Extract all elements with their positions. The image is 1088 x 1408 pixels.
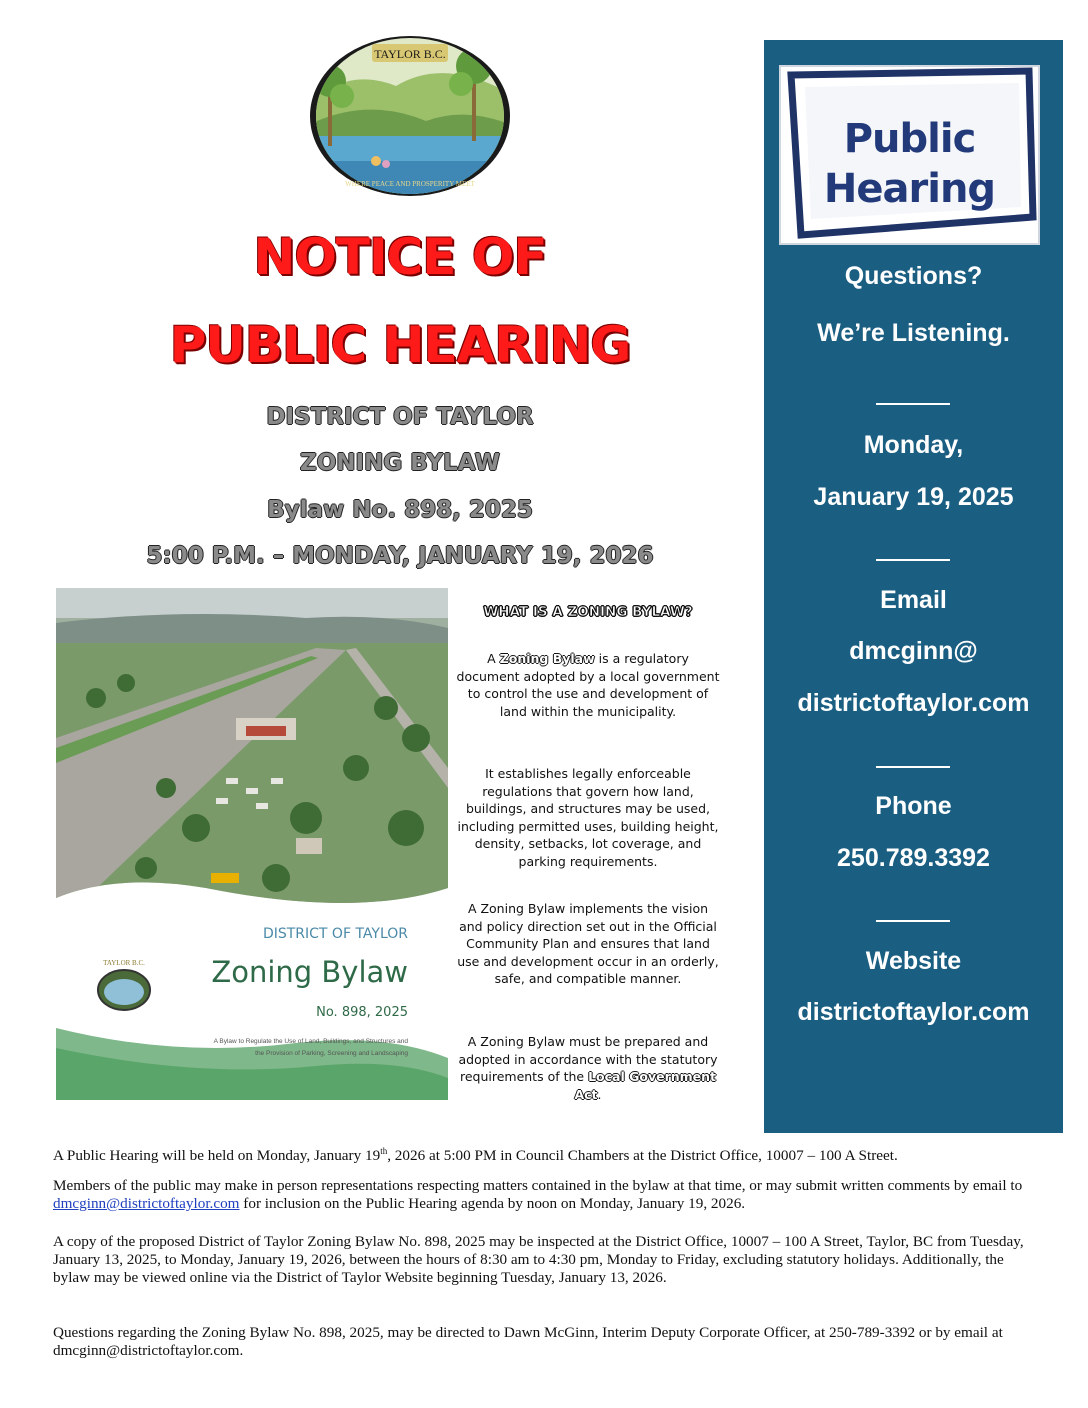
article-title: WHAT IS A ZONING BYLAW? — [483, 604, 693, 620]
zoning-bylaw-term: Zoning Bylaw — [499, 651, 595, 666]
divider — [876, 766, 950, 768]
card-line-hearing: Hearing — [823, 166, 996, 212]
body-paragraph-1: A Public Hearing will be held on Monday, January 19th, 2026 at 5:00 PM in Council Chambers at the District Office, 10007 – 100 A Street. — [53, 1146, 898, 1165]
public-hearing-card — [779, 65, 1040, 245]
article-paragraph-3: A Zoning Bylaw implements the vision and policy direction set out in the Official Community Plan and ensures that land use and development occur in an orderly, safe, and compatible manner. — [457, 901, 719, 986]
headline-line-2: PUBLIC HEARING — [169, 316, 631, 374]
body-paragraph-2: Members of the public may make in person representations respecting matters contained in the bylaw at that time, or may submit written comments by email to dmcginn@districtoftaylor.com for inclusion on the Public Hearing agenda by noon on Monday, January 19, 2026. — [53, 1177, 1023, 1212]
cover-logo-text: TAYLOR B.C. — [103, 959, 145, 967]
sidebar-day: Monday, — [863, 431, 964, 459]
email-link[interactable]: dmcginn@districtoftaylor.com — [53, 1195, 240, 1212]
hearing-time-heading: 5:00 P.M. – MONDAY, JANUARY 19, 2026 — [146, 543, 654, 569]
taylor-logo — [306, 26, 514, 196]
sidebar-email-user: dmcginn@ — [849, 637, 978, 665]
divider — [876, 920, 950, 922]
sidebar-phone: 250.789.3392 — [837, 844, 990, 872]
sidebar-email-domain: districtoftaylor.com — [797, 689, 1030, 717]
cover-tagline-1: A Bylaw to Regulate the Use of Land, Buildings, and Structures and — [213, 1038, 408, 1045]
article-paragraph-1: A Zoning Bylaw is a regulatory document adopted by a local government to control the use and development of land within the municipality. — [456, 651, 720, 719]
divider — [876, 403, 950, 405]
headline-line-1: NOTICE OF — [253, 228, 547, 286]
cover-number: No. 898, 2025 — [316, 1005, 408, 1020]
article-paragraph-2: It establishes legally enforceable regulations that govern how land, buildings, and structures may be used, including permitted uses, building height, density, setbacks, lot coverage, and parking requirements. — [457, 766, 719, 869]
article-paragraph-4: A Zoning Bylaw must be prepared and adopted in accordance with the statutory requirements of the Local Government Act. — [458, 1034, 718, 1102]
sidebar-website: districtoftaylor.com — [797, 998, 1030, 1026]
logo-text-top: TAYLOR B.C. — [374, 47, 446, 61]
sidebar-website-label: Website — [865, 947, 962, 975]
cover-district: DISTRICT OF TAYLOR — [262, 926, 408, 942]
body-paragraph-3: A copy of the proposed District of Taylor Zoning Bylaw No. 898, 2025 may be inspected at the District Office, 10007 – 100 A Street, Taylor, BC from Tuesday, January 13, 2025, to Monday, January 19, 2026, between the hours of 8:30 am to 4:30 pm, Monday to Friday, excluding statutory holidays. Additionally, the bylaw may be viewed online via the District of Taylor Website beginning Tuesday, January 13, 2026. — [53, 1233, 1024, 1286]
sidebar-questions: Questions? — [844, 262, 983, 290]
cover-title: Zoning Bylaw — [211, 955, 408, 989]
sidebar-phone-label: Phone — [875, 792, 952, 820]
cover-tagline-2: the Provision of Parking, Screening and Landscaping — [255, 1050, 408, 1057]
logo-text-bottom: WHERE PEACE AND PROSPERITY MEET — [345, 180, 475, 188]
sidebar-listening: We’re Listening. — [817, 319, 1010, 347]
sidebar-date: January 19, 2025 — [813, 483, 1014, 511]
body-paragraph-4: Questions regarding the Zoning Bylaw No. 898, 2025, may be directed to Dawn McGinn, Interim Deputy Corporate Officer, at 250-789-3392 or by email at dmcginn@districtoftaylor.com. — [53, 1324, 1003, 1359]
district-heading: DISTRICT OF TAYLOR — [266, 404, 534, 430]
zoning-bylaw-cover-image — [56, 588, 448, 1100]
local-government-act-term: Local Government Act — [574, 1069, 717, 1102]
bylaw-number-heading: Bylaw No. 898, 2025 — [267, 497, 533, 523]
divider — [876, 559, 950, 561]
bylaw-name-heading: ZONING BYLAW — [300, 450, 500, 476]
card-line-public: Public — [843, 116, 976, 162]
sidebar-email-label: Email — [880, 586, 947, 614]
contact-sidebar — [764, 40, 1063, 1133]
